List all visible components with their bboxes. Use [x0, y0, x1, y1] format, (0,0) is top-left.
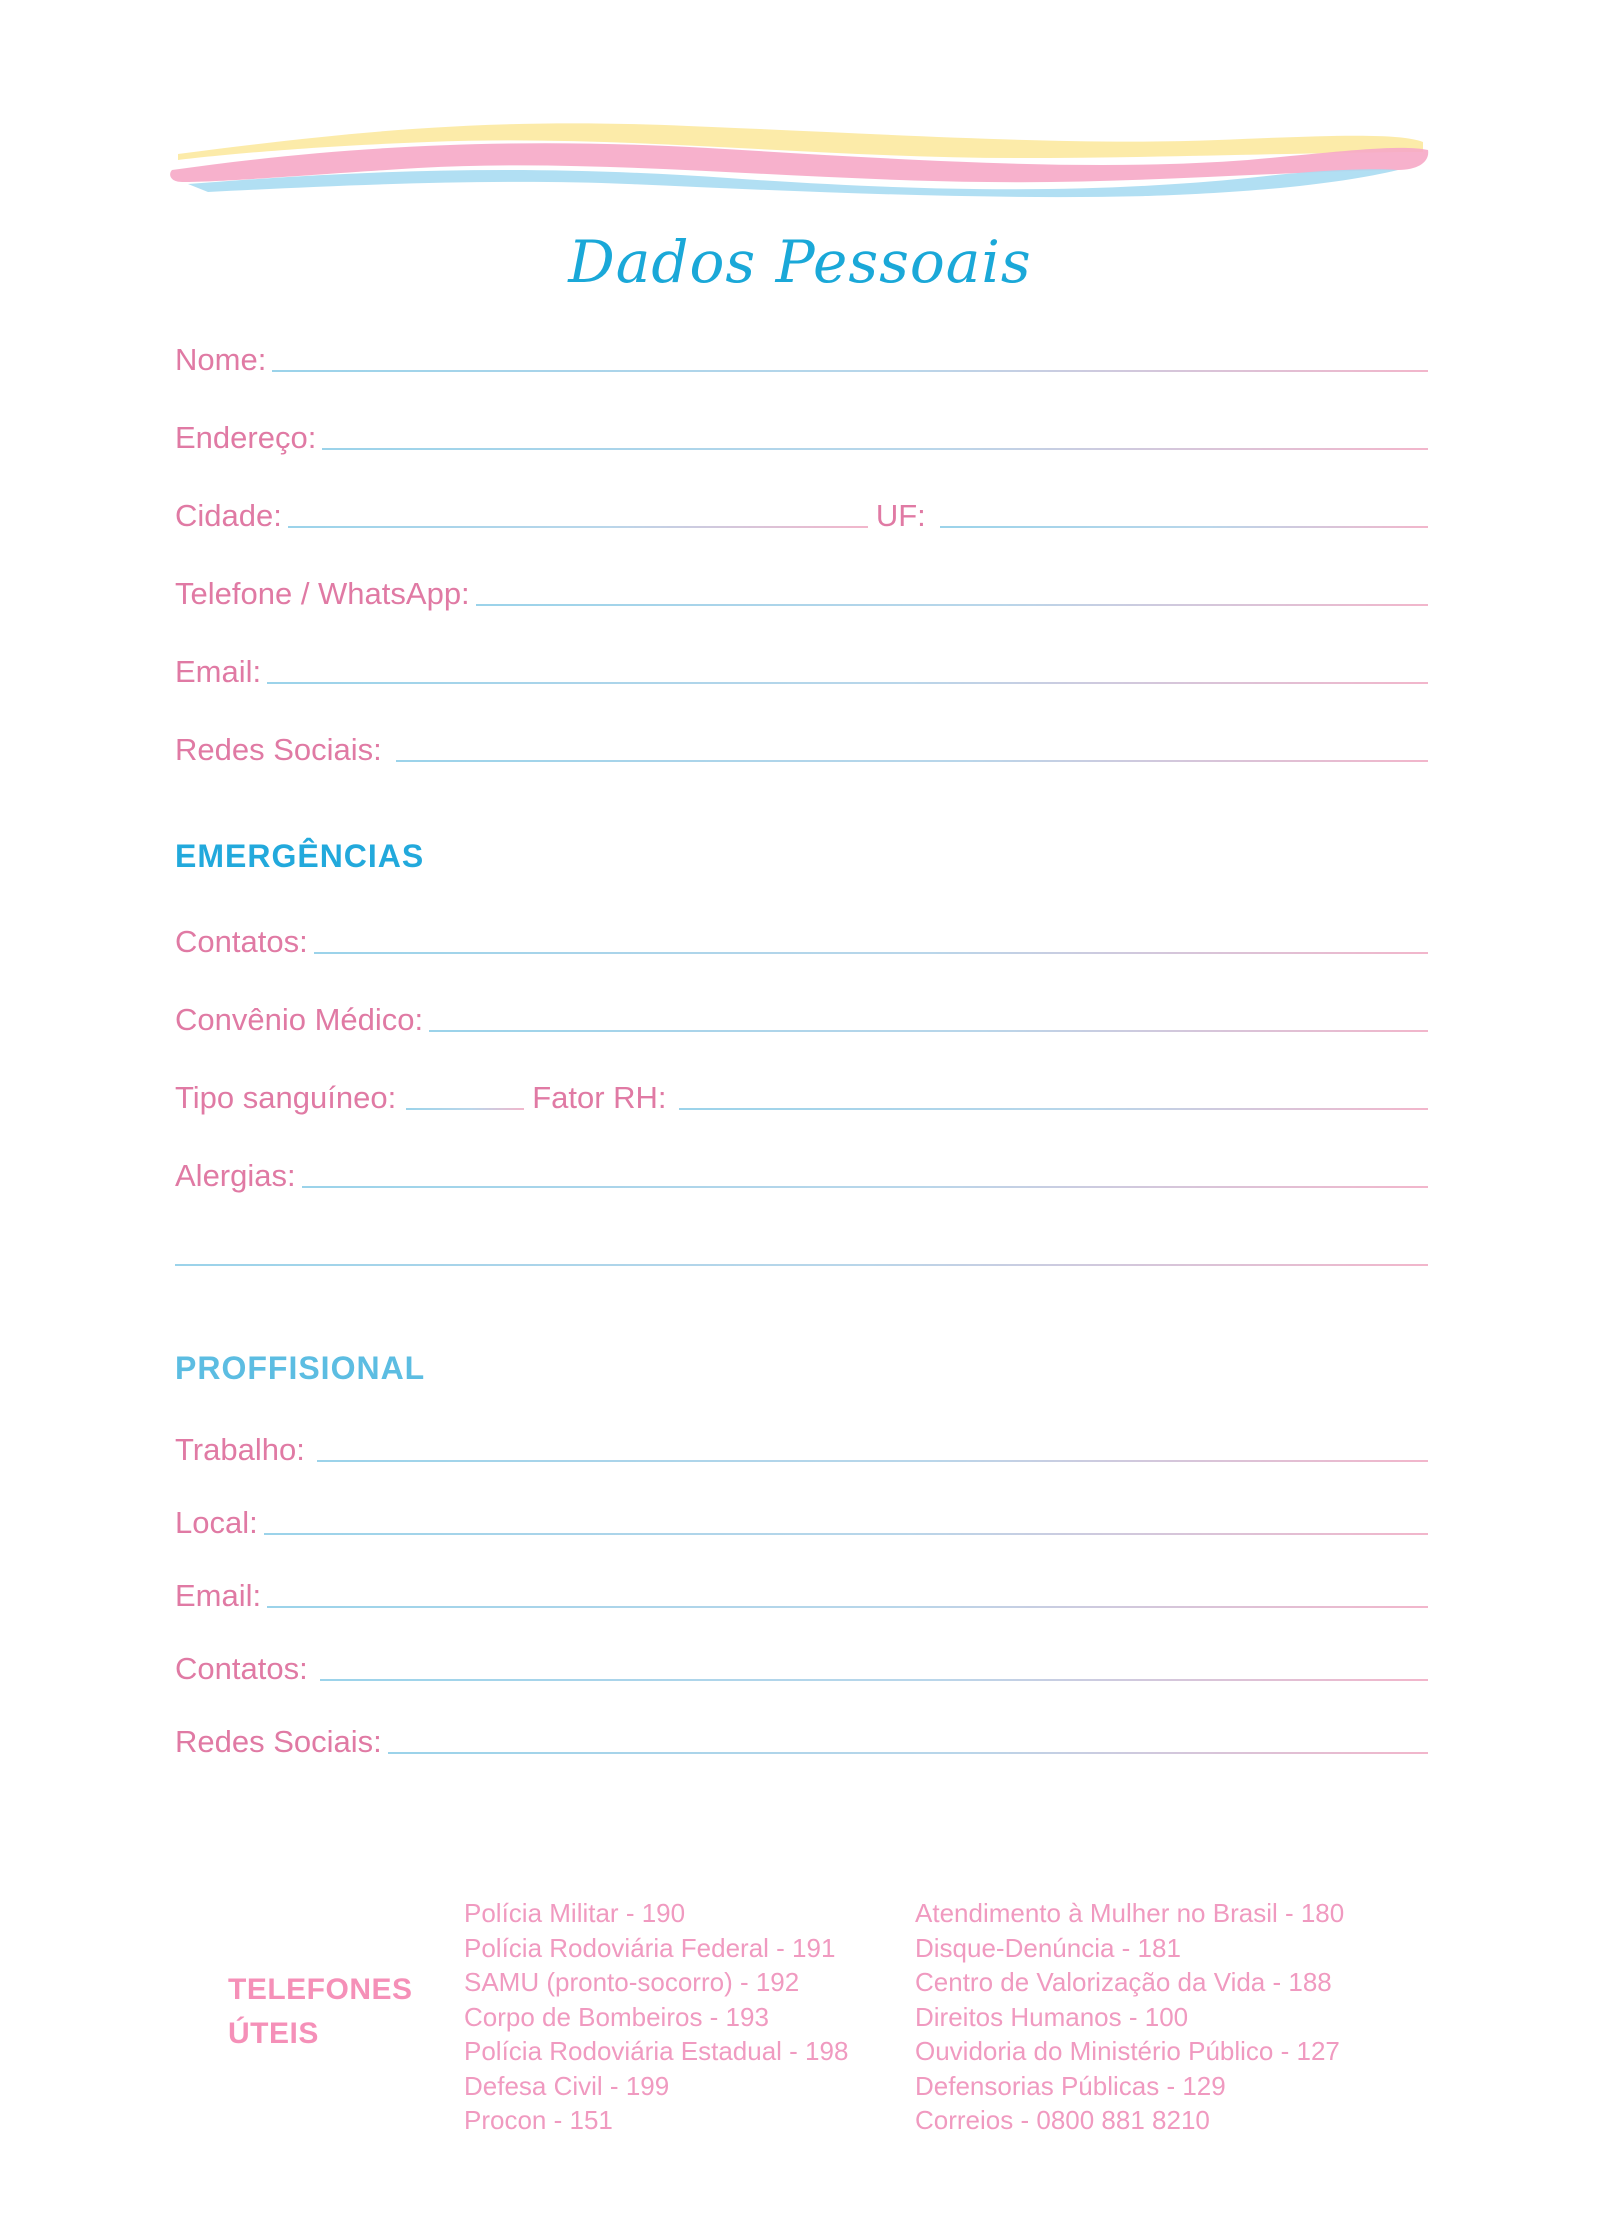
input-line-local[interactable]	[264, 1533, 1428, 1535]
phone-item: Centro de Valorização da Vida - 188	[915, 1967, 1332, 1997]
phone-list-column-2	[915, 1896, 1344, 2138]
field-label-email: Email:	[175, 654, 262, 689]
field-row-email	[175, 644, 1428, 694]
field-label-local: Local:	[175, 1505, 258, 1540]
field-label-endereco: Endereço:	[175, 420, 317, 455]
phone-item: Polícia Rodoviária Estadual - 198	[464, 2036, 849, 2066]
field-row-profissional-email	[175, 1568, 1428, 1618]
phone-item: Polícia Rodoviária Federal - 191	[464, 1932, 836, 1963]
field-label-emergencia-contatos: Contatos:	[175, 924, 308, 959]
page-title: Dados Pessoais	[568, 228, 1032, 296]
input-line-nome[interactable]	[272, 370, 1428, 372]
phone-item: Defensorias Públicas - 129	[915, 2070, 1226, 2101]
field-row-nome	[175, 332, 1428, 382]
field-label-telefone: Telefone / WhatsApp:	[175, 576, 470, 611]
field-row-profissional-contatos	[175, 1641, 1428, 1691]
field-row-convenio	[175, 992, 1428, 1042]
field-row-telefone	[175, 566, 1428, 616]
field-row-emergencia-contatos	[175, 914, 1428, 964]
field-label-redes-sociais: Redes Sociais:	[175, 732, 382, 767]
input-line-endereco[interactable]	[322, 448, 1428, 450]
field-row-profissional-redes	[175, 1714, 1428, 1764]
field-label-profissional-redes: Redes Sociais:	[175, 1724, 382, 1759]
field-label-convenio: Convênio Médico:	[175, 1002, 424, 1037]
field-row-alergias	[175, 1148, 1428, 1198]
input-line-convenio[interactable]	[429, 1030, 1428, 1032]
field-row-redes-sociais	[175, 722, 1428, 772]
input-line-alergias[interactable]	[302, 1186, 1428, 1188]
telefones-heading-line-1: TELEFONES	[228, 1973, 413, 2006]
field-row-sangue	[175, 1070, 1428, 1120]
telefones-uteis-heading	[228, 1968, 448, 2056]
field-row-alergias-extra	[175, 1226, 1428, 1276]
field-row-cidade-uf	[175, 488, 1428, 538]
phone-item: Polícia Militar - 190	[464, 1898, 686, 1928]
input-line-profissional-redes[interactable]	[388, 1752, 1428, 1754]
input-line-cidade[interactable]	[288, 526, 868, 528]
field-label-fator-rh: Fator RH:	[532, 1080, 667, 1115]
input-line-email[interactable]	[267, 682, 1428, 684]
input-line-alergias-extra[interactable]	[175, 1264, 1428, 1266]
phone-item: Direitos Humanos - 100	[915, 2001, 1189, 2032]
field-label-trabalho: Trabalho:	[175, 1432, 305, 1467]
field-label-profissional-email: Email:	[175, 1578, 262, 1613]
phone-item: Ouvidoria do Ministério Público - 127	[915, 2036, 1340, 2066]
field-label-nome: Nome:	[175, 342, 267, 377]
input-line-redes-sociais[interactable]	[396, 760, 1428, 762]
phone-item: Corpo de Bombeiros - 193	[464, 2001, 769, 2032]
phone-item: Disque-Denúncia - 181	[915, 1932, 1181, 1963]
field-row-local	[175, 1495, 1428, 1545]
phone-item: Correios - 0800 881 8210	[915, 2105, 1210, 2135]
phone-item: SAMU (pronto-socorro) - 192	[464, 1967, 800, 1997]
field-label-profissional-contatos: Contatos:	[175, 1651, 308, 1686]
field-label-alergias: Alergias:	[175, 1158, 296, 1193]
phone-item: Defesa Civil - 199	[464, 2070, 670, 2101]
field-label-uf: UF:	[875, 498, 926, 533]
phone-item: Atendimento à Mulher no Brasil - 180	[915, 1898, 1345, 1928]
phone-list-column-1	[464, 1896, 848, 2138]
input-line-telefone[interactable]	[476, 604, 1428, 606]
input-line-profissional-email[interactable]	[267, 1606, 1428, 1608]
section-heading-emergencias: EMERGÊNCIAS	[175, 838, 425, 874]
input-line-profissional-contatos[interactable]	[320, 1679, 1428, 1681]
input-line-uf[interactable]	[940, 526, 1428, 528]
decorative-wave-banner	[168, 112, 1433, 200]
field-label-tipo-sanguineo: Tipo sanguíneo:	[175, 1080, 397, 1115]
field-label-cidade: Cidade:	[175, 498, 282, 533]
input-line-trabalho[interactable]	[317, 1460, 1428, 1462]
field-row-endereco	[175, 410, 1428, 460]
input-line-emergencia-contatos[interactable]	[314, 952, 1428, 954]
section-heading-profissional: PROFFISIONAL	[175, 1350, 426, 1386]
field-row-trabalho	[175, 1422, 1428, 1472]
phone-item: Procon - 151	[464, 2105, 613, 2135]
input-line-fator-rh[interactable]	[679, 1108, 1428, 1110]
telefones-heading-line-2: ÚTEIS	[228, 2017, 319, 2050]
input-line-tipo-sanguineo[interactable]	[406, 1108, 524, 1110]
